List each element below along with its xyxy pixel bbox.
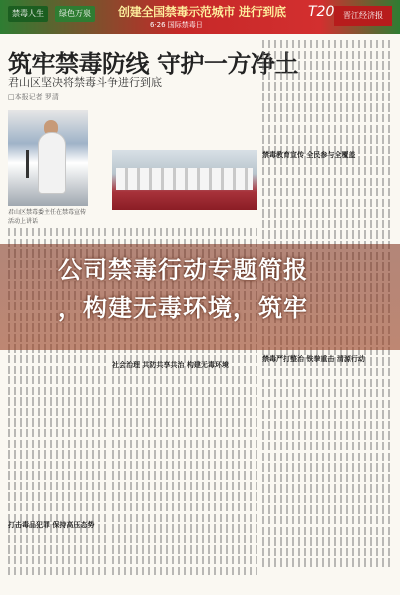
group-photo xyxy=(112,150,257,210)
section-head-4: 打击毒品犯罪 保持高压态势 xyxy=(8,521,95,529)
section-head-2: 禁毒严打整治 铁拳重击 清源行动 xyxy=(262,355,365,363)
overlay-title-line-1: 公司禁毒行动专题简报 xyxy=(58,256,308,284)
article-subhead: 君山区坚决将禁毒斗争进行到底 xyxy=(8,76,162,89)
article-headline: 筑牢禁毒防线 守护一方净土 xyxy=(8,50,298,78)
banner-title: 创建全国禁毒示范城市 进行到底 xyxy=(118,5,286,19)
speaker-photo xyxy=(8,110,88,206)
crowd-row xyxy=(116,168,253,190)
overlay-title-line-2: ，构建无毒环境，筑牢 xyxy=(58,294,308,322)
banner-tab-2: 绿色万泉 xyxy=(55,6,95,22)
speaker-body xyxy=(38,132,66,194)
section-head-1: 禁毒教育宣传 全民参与全覆盖 xyxy=(262,151,356,159)
page-number: T20 xyxy=(308,4,335,20)
photo-caption: 君山区禁毒委主任在禁毒宣传活动上讲话 xyxy=(8,209,87,225)
newspaper-logo: 晋江经济报 xyxy=(334,6,392,26)
banner-subtitle: 6·26 国际禁毒日 xyxy=(150,21,203,29)
microphone-icon xyxy=(26,150,29,178)
header-banner xyxy=(0,0,400,34)
article-byline: □本报记者 罗清 xyxy=(8,93,59,101)
section-head-3: 社会治理 共防共享共治 构建无毒环境 xyxy=(112,361,229,369)
banner-tab-1: 禁毒人生 xyxy=(8,6,48,22)
